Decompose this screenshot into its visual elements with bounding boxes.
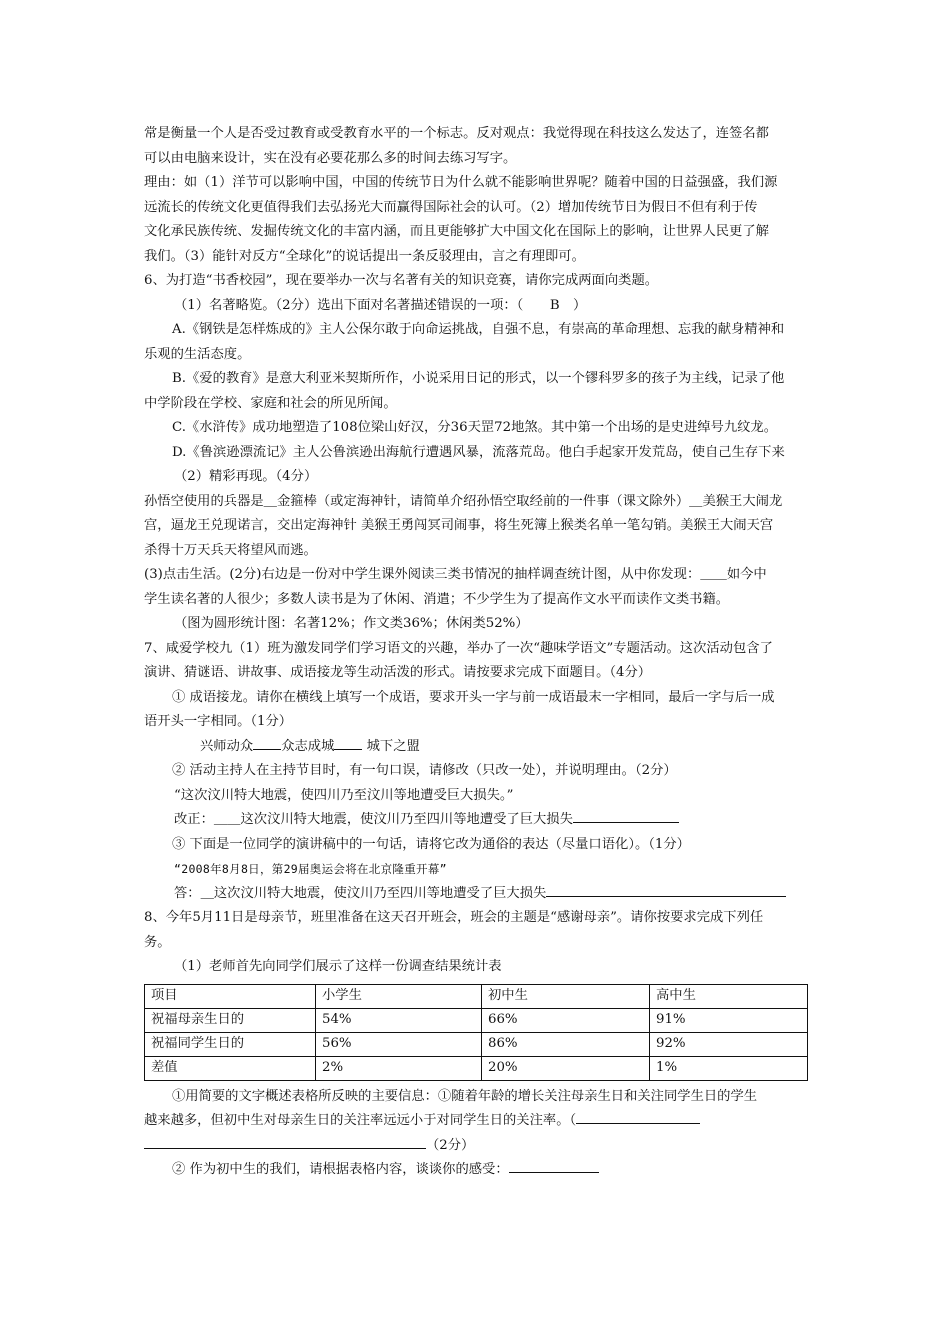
text-line: （1）老师首先向同学们展示了这样一份调查结果统计表 <box>174 959 502 974</box>
question-8-heading: 8、今年5月11日是母亲节，班里准备在这天召开班会，班会的主题是“感谢母亲”。请你按要求完成下列任 <box>144 910 764 925</box>
table-cell: 1% <box>650 1056 808 1080</box>
correction-text: 改正：＿＿这次汶川特大地震，使汶川乃至四川等地遭受了巨大损失 <box>174 812 573 827</box>
text-line: 远流长的传统文化更值得我们去弘扬光大而赢得国际社会的认可。（2）增加传统节日为假日不但有利于传 <box>144 199 758 215</box>
idiom-1: 兴师动众 <box>200 738 254 754</box>
summary-text: 越来越多，但初中生对母亲生日的关注率远远小于对同学生日的关注率。（ <box>144 1113 577 1128</box>
idiom-3: 城下之盟 <box>366 738 420 754</box>
text-line: 常是衡量一个人是否受过教育或受教育水平的一个标志。反对观点：我觉得现在科技这么发达了，连签名都 <box>144 126 769 141</box>
table-cell: 祝福母亲生日的 <box>145 1008 316 1032</box>
text-line: (3)点击生活。(2分)右边是一份对中学生课外阅读三类书情况的抽样调查统计图，从中你发现：＿＿如今中 <box>144 567 767 582</box>
option-d: D.《鲁滨逊漂流记》主人公鲁滨逊出海航行遭遇风暴，流落荒岛。他白手起家开发荒岛，使自己生存下来 <box>172 444 785 460</box>
option-b: B.《爱的教育》是意大利亚米契斯所作，小说采用日记的形式，以一个镠科罗多的孩子为主线，记录了他 <box>172 371 785 386</box>
table-row <box>145 1056 808 1080</box>
text-line: 宫，逼龙王兑现诺言，交出定海神针 美猴王勇闯冥司闹事，将生死簿上猴类名单一笔勾销。美猴王大闹天宫 <box>144 518 774 533</box>
score-note: （2分） <box>426 1137 475 1153</box>
answer-line <box>144 882 808 907</box>
table-row <box>145 1032 808 1056</box>
table-header: 初中生 <box>482 984 650 1008</box>
table-cell: 56% <box>316 1032 482 1056</box>
text-line: “这次汶川特大地震，使四川乃至汶川等地遭受巨大损失。” <box>174 787 514 803</box>
correction-line <box>144 808 808 833</box>
question-6-heading: 6、为打造“书香校园”，现在要举办一次与名著有关的知识竞赛，请你完成两面向类题。 <box>144 273 659 288</box>
table-cell: 91% <box>650 1008 808 1032</box>
text-line: 中学阶段在学校、家庭和社会的所见所闻。 <box>144 395 397 411</box>
blank-line <box>253 735 281 750</box>
question-7-heading: 7、咸爱学校九（1）班为激发同学们学习语文的兴趣，举办了一次“趣味学语文”专题活动。这次活动包含了 <box>144 640 773 656</box>
table-row <box>145 1008 808 1032</box>
blank-line <box>509 1158 599 1173</box>
table-cell: 祝福同学生日的 <box>145 1032 316 1056</box>
survey-table <box>144 984 808 1081</box>
text-line: 杀得十万天兵天将望风而逃。 <box>144 542 317 558</box>
table-cell: 92% <box>650 1032 808 1056</box>
idiom-2: 众志成城 <box>281 738 335 754</box>
text-line: ① 成语接龙。请你在横线上填写一个成语，要求开头一字与前一成语最末一字相同，最后一字与后一成 <box>172 689 775 705</box>
blank-line <box>144 1134 426 1149</box>
text-line: （2）精彩再现。（4分） <box>174 469 318 484</box>
table-header: 高中生 <box>650 984 808 1008</box>
text-line: （图为圆形统计图：名著12%；作文类36%；休闲类52%） <box>174 616 529 631</box>
table-header: 项目 <box>145 984 316 1008</box>
text-line: 文化承民族传统、发掘传统文化的丰富内涵，而且更能够扩大中国文化在国际上的影响，让世界人民更了解 <box>144 224 769 239</box>
option-a: A.《钢铁是怎样炼成的》主人公保尔敢于向命运挑战，自强不息，有崇高的革命理想、忘我的献身精神和 <box>172 322 785 337</box>
feeling-line <box>144 1158 808 1183</box>
idiom-chain-line <box>144 735 808 760</box>
text-line: 孙悟空使用的兵器是＿金箍棒（或定海神针，请简单介绍孙悟空取经前的一件事（课文除外）＿美猴王大闹龙 <box>144 493 783 509</box>
text-line: （1）名著略览。（2分）选出下面对名著描述错误的一项：（ B ） <box>174 297 587 313</box>
table-cell: 54% <box>316 1008 482 1032</box>
summary-line <box>144 1109 808 1134</box>
text-line: 学生读名著的人很少；多数人读书是为了休闲、消遣；不少学生为了提高作文水平而读作文类书籍。 <box>144 591 730 607</box>
text-line: ② 活动主持人在主持节目时，有一句口误，请修改（只改一处），并说明理由。（2分） <box>172 763 677 778</box>
table-header-row <box>145 984 808 1008</box>
document-page <box>144 122 808 1183</box>
text-line: 可以由电脑来设计，实在没有必要花那么多的时间去练习写字。 <box>144 150 517 166</box>
table-cell: 66% <box>482 1008 650 1032</box>
table-header: 小学生 <box>316 984 482 1008</box>
summary-line-2 <box>144 1134 808 1159</box>
feeling-prompt: ② 作为初中生的我们，请根据表格内容，谈谈你的感受： <box>172 1162 509 1177</box>
answer-text: 答：＿这次汶川特大地震，使汶川乃至四川等地遭受了巨大损失 <box>174 885 547 901</box>
blank-line <box>546 882 786 897</box>
text-line: ③ 下面是一位同学的演讲稿中的一句话，请将它改为通俗的表达（尽量口语化）。（1分） <box>172 836 690 852</box>
blank-line <box>334 735 362 750</box>
text-line: 语开头一字相同。（1分） <box>144 714 293 729</box>
text-line: 演讲、猜谜语、讲故事、成语接龙等生动活泼的形式。请按要求完成下面题目。（4分） <box>144 665 652 680</box>
table-cell: 差值 <box>145 1056 316 1080</box>
text-line: ①用简要的文字概述表格所反映的主要信息：①随着年龄的增长关注母亲生日和关注同学生日的学生 <box>172 1088 758 1104</box>
blank-line <box>573 808 679 823</box>
table-cell: 2% <box>316 1056 482 1080</box>
text-line: 乐观的生活态度。 <box>144 346 251 362</box>
table-cell: 20% <box>482 1056 650 1080</box>
text-line: 务。 <box>144 934 171 950</box>
text-line: 理由：如（1）洋节可以影响中国，中国的传统节日为什么就不能影响世界呢？随着中国的日益强盛，我们源 <box>144 175 778 190</box>
blank-line <box>576 1109 700 1124</box>
text-line: 我们。（3）能针对反方“全球化”的说话提出一条反驳理由，言之有理即可。 <box>144 248 585 264</box>
option-c: C.《水浒传》成功地塑造了108位梁山好汉，分36天罡72地煞。其中第一个出场的是史进绰号九纹龙。 <box>172 420 778 435</box>
table-cell: 86% <box>482 1032 650 1056</box>
quoted-sentence: “2008年8月8日，第29届奥运会将在北京隆重开幕” <box>174 862 447 876</box>
